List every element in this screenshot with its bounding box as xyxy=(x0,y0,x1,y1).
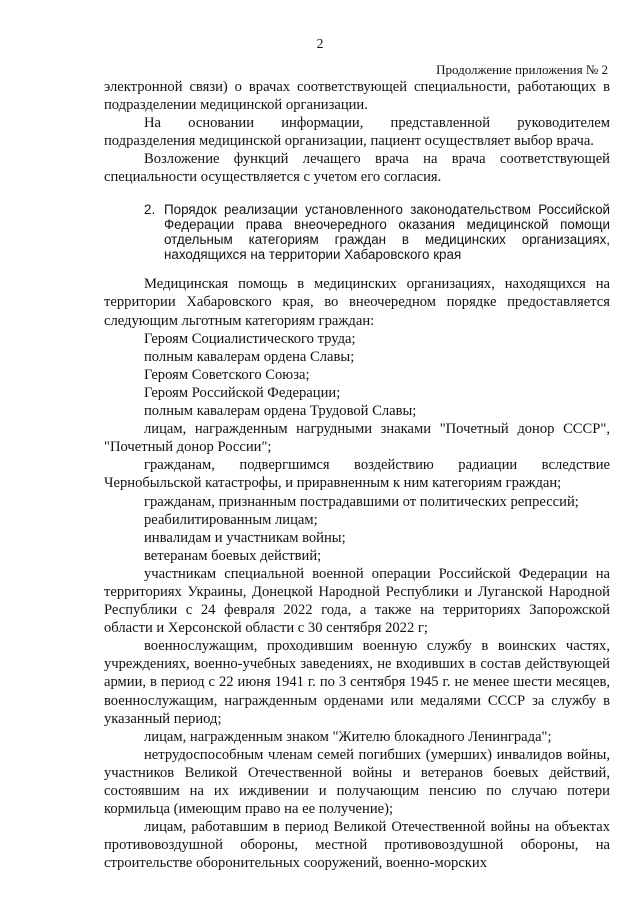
category-item: полным кавалерам ордена Славы; xyxy=(144,348,355,365)
paragraph-doctor-consent: Возложение функций лечащего врача на врача соответствующей специальности осуществляется с учетом его согласия. xyxy=(104,151,610,186)
section-number: 2. xyxy=(144,201,156,217)
category-item: военнослужащим, проходившим военную службу в воинских частях, учреждениях, военно-учебных заведениях, не входивших в состав действующей армии, в период с 22 июня 1941 г. по 3 сентября 1945 г. не менее шести месяцев, военнослужащим, награжденным орденами или медалями СССР за службу в указанный период; xyxy=(104,638,610,727)
section-heading xyxy=(104,202,610,263)
category-item: гражданам, признанным пострадавшими от политических репрессий; xyxy=(144,493,579,510)
category-item: Героям Советского Союза; xyxy=(144,366,310,383)
category-item: лицам, награжденным знаком "Жителю блокадного Ленинграда"; xyxy=(144,728,552,745)
category-item: лицам, работавшим в период Великой Отечественной войны на объектах противовоздушной обороны, местной противовоздушной обороны, на строительстве оборонительных сооружений, военно-морских xyxy=(104,819,610,872)
category-item: ветеранам боевых действий; xyxy=(144,547,322,564)
paragraph-doctor-choice: На основании информации, представленной руководителем подразделения медицинской организации, пациент осуществляет выбор врача. xyxy=(104,115,610,150)
category-item: Героям Российской Федерации; xyxy=(144,384,341,401)
category-item: нетрудоспособным членам семей погибших (умерших) инвалидов войны, участников Великой Отечественной войны и ветеранов боевых действий, состоявшим на их иждивении и получающим пенсию по случаю потери кормильца (имеющим право на ее получение); xyxy=(104,746,610,818)
paragraph-intro: Медицинская помощь в медицинских организациях, находящихся на территории Хабаровского края, во внеочередном порядке предоставляется следующим льготным категориям граждан: xyxy=(104,276,610,329)
category-item: гражданам, подвергшимся воздействию радиации вследствие Чернобыльской катастрофы, и приравненным к ним категориям граждан; xyxy=(104,457,610,492)
page-number: 2 xyxy=(316,36,324,51)
category-item: участникам специальной военной операции Российской Федерации на территориях Украины, Донецкой Народной Республики и Луганской Народной Республики с 24 февраля 2022 года, а также на территориях Запорожской области и Херсонской области с 30 сентября 2022 г; xyxy=(104,565,610,637)
section-title: Порядок реализации установленного законодательством Российской Федерации права внеочередного оказания медицинской помощи отдельным категориям граждан в медицинских организациях, находящихся на территории Хабаровского края xyxy=(164,201,610,263)
appendix-note: Продолжение приложения № 2 xyxy=(436,62,608,77)
category-item: инвалидам и участникам войны; xyxy=(144,529,346,546)
category-item: лицам, награжденным нагрудными знаками "Почетный донор СССР", "Почетный донор России"; xyxy=(104,421,610,456)
paragraph-continuation: электронной связи) о врачах соответствующей специальности, работающих в подразделении медицинской организации. xyxy=(104,79,610,114)
category-item: полным кавалерам ордена Трудовой Славы; xyxy=(144,403,417,420)
category-item: реабилитированным лицам; xyxy=(144,511,318,528)
category-item: Героям Социалистического труда; xyxy=(144,330,356,347)
document-body xyxy=(104,78,610,872)
